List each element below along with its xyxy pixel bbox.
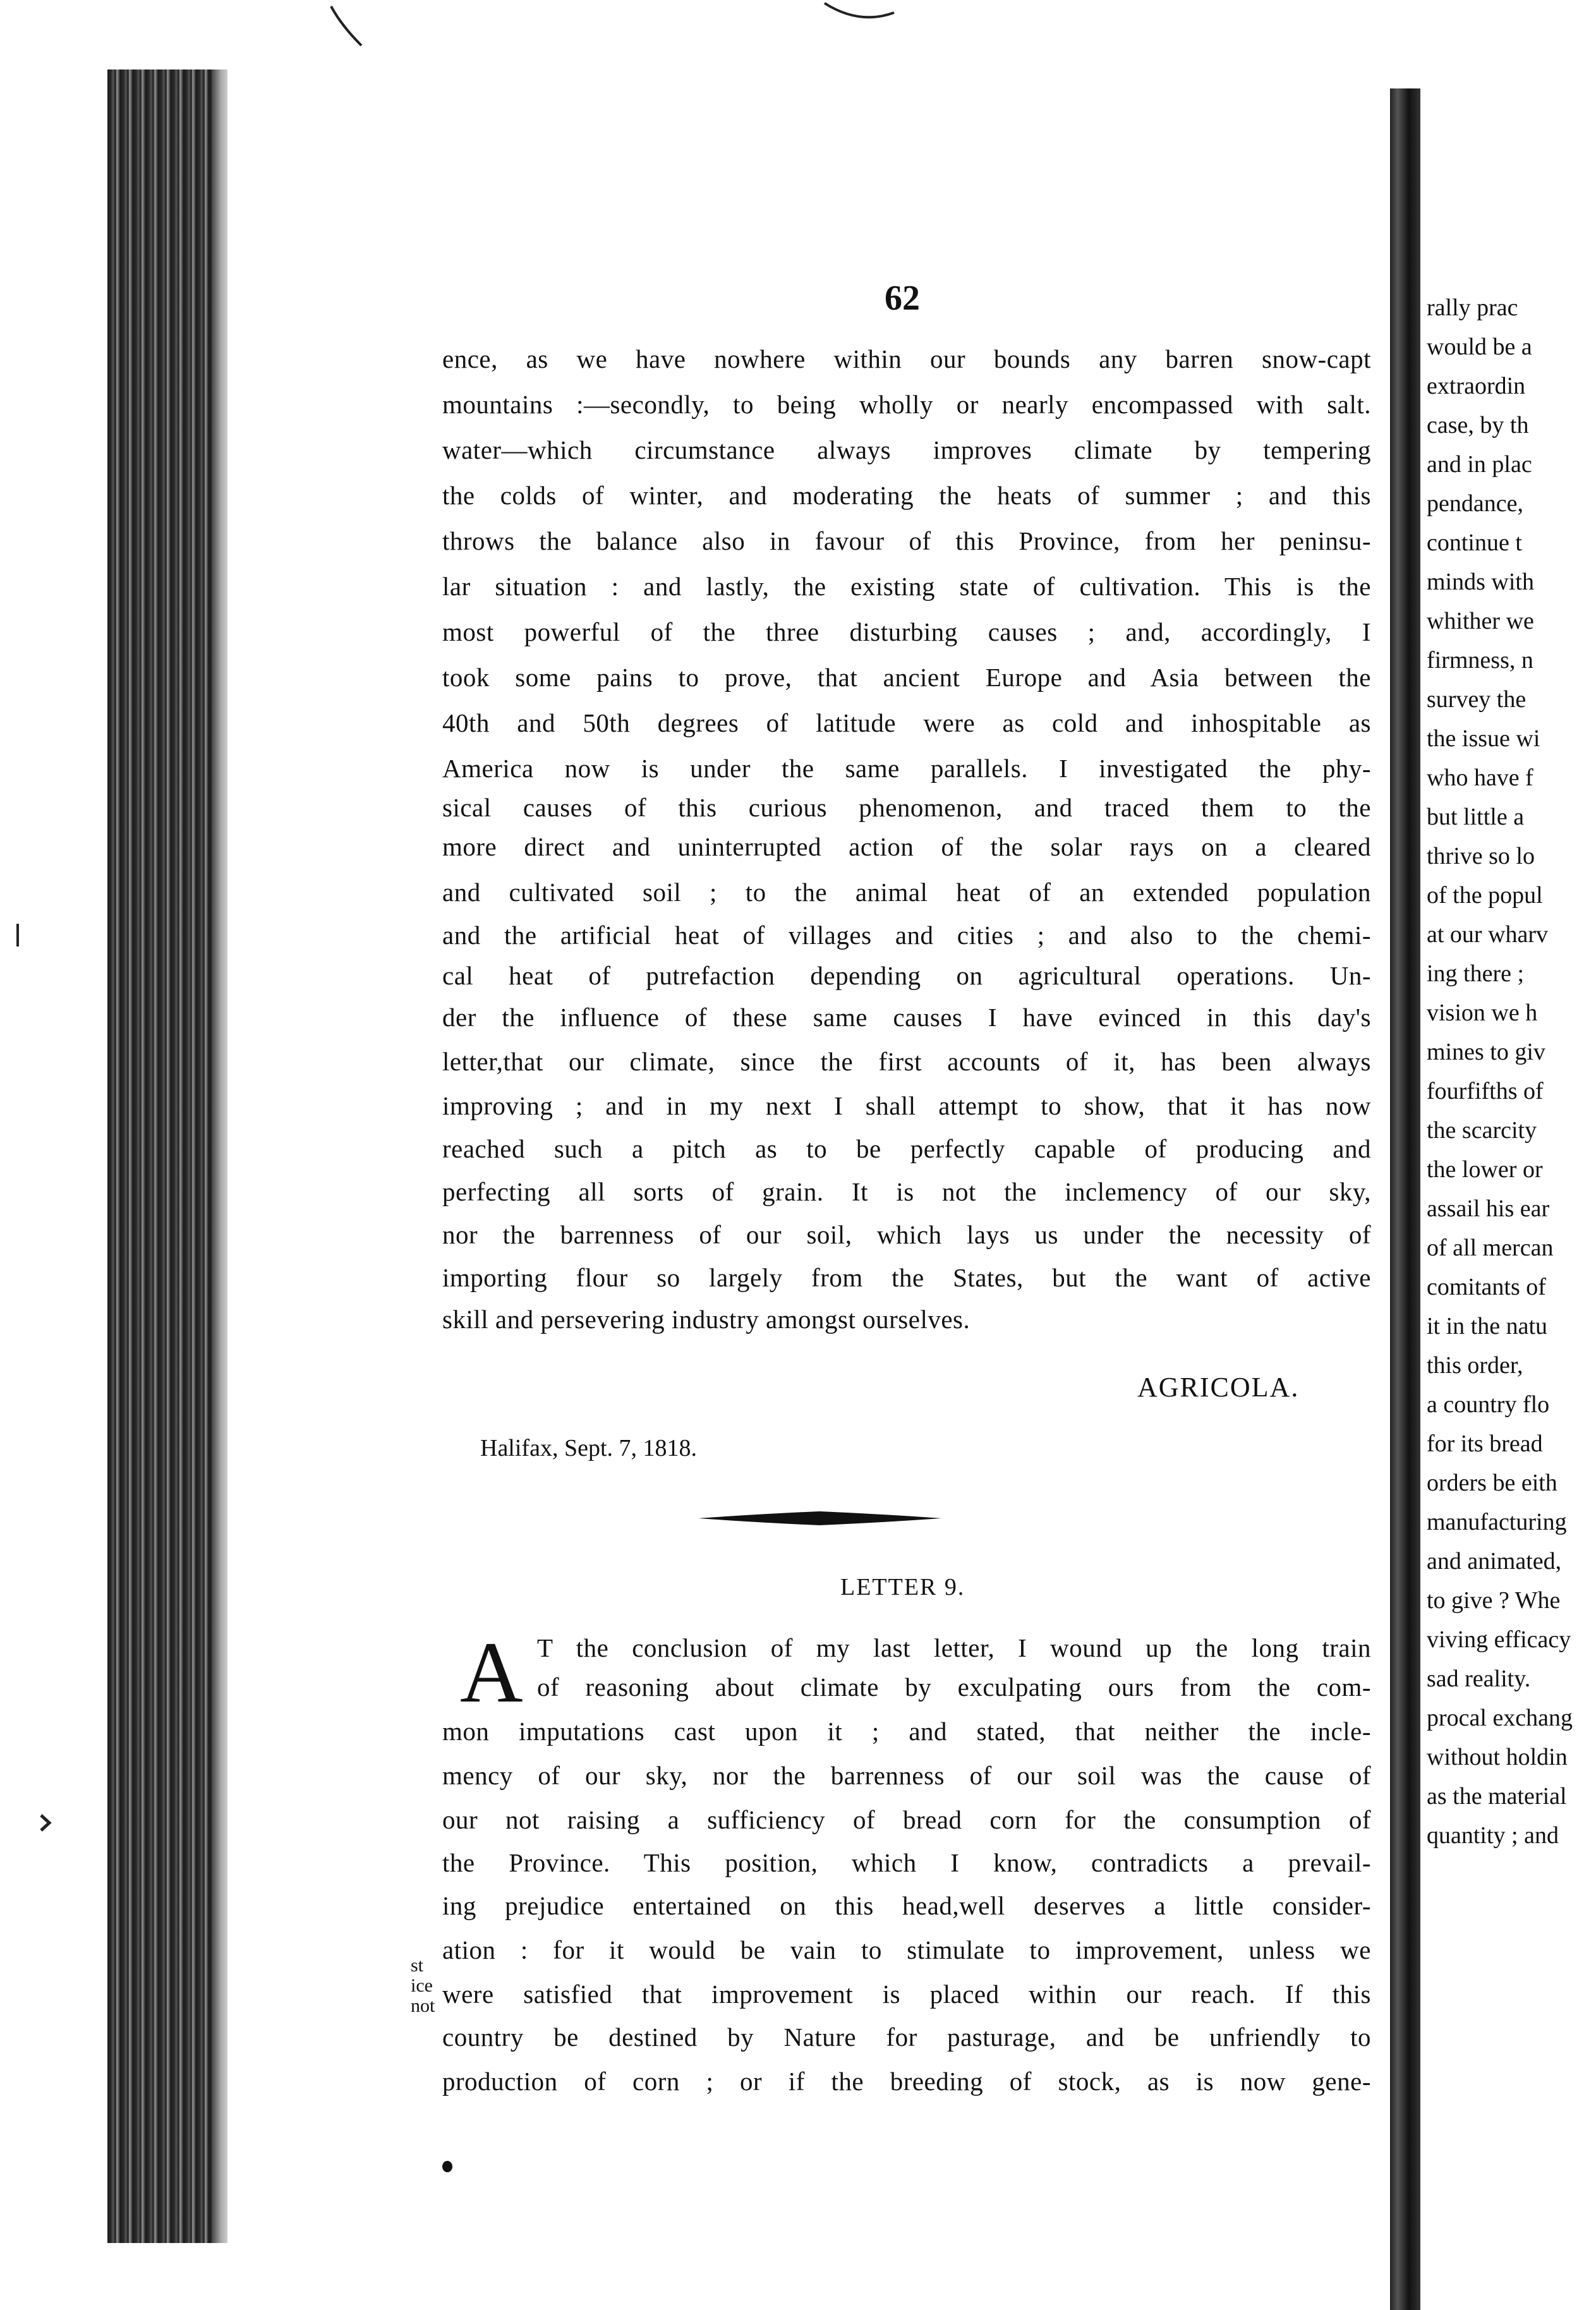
- text-line: to give ? Whe: [1427, 1587, 1561, 1614]
- text-line: ence, as we have nowhere within our bounds any barren snow-capt: [442, 344, 1371, 373]
- text-line: firmness, n: [1427, 647, 1533, 674]
- text-line: procal exchang: [1427, 1705, 1573, 1731]
- text-line: manufacturing: [1427, 1509, 1567, 1535]
- text-line: T the conclusion of my last letter, I wound up the long train: [537, 1633, 1371, 1662]
- text-line: improving ; and in my next I shall attempt to show, that it has now: [442, 1091, 1371, 1120]
- text-line: the colds of winter, and moderating the heats of summer ; and this: [442, 481, 1371, 510]
- text-line: reached such a pitch as to be perfectly capable of producing and: [442, 1134, 1371, 1163]
- text-line: mountains :—secondly, to being wholly or nearly encompassed with salt.: [442, 390, 1371, 419]
- margin-note: st: [411, 1955, 424, 1976]
- text-line: of reasoning about climate by exculpating ours from the com-: [537, 1672, 1371, 1702]
- text-line: cal heat of putrefaction depending on agricultural operations. Un-: [442, 961, 1371, 990]
- text-line: this order,: [1427, 1352, 1523, 1379]
- text-line: the issue wi: [1427, 725, 1540, 752]
- text-line: would be a: [1427, 334, 1532, 360]
- text-line: der the influence of these same causes I have evinced in this day's: [442, 1003, 1371, 1032]
- text-line: lar situation : and lastly, the existing state of cultivation. This is the: [442, 572, 1371, 601]
- text-line: mon imputations cast upon it ; and stated, that neither the incle-: [442, 1717, 1371, 1746]
- text-line: vision we h: [1427, 1000, 1538, 1026]
- text-line: continue t: [1427, 529, 1522, 556]
- text-line: quantity ; and: [1427, 1822, 1559, 1849]
- text-line: at our wharv: [1427, 921, 1549, 948]
- text-line: perfecting all sorts of grain. It is not the inclemency of our sky,: [442, 1177, 1371, 1206]
- text-line: survey the: [1427, 686, 1526, 713]
- text-line: extraordin: [1427, 373, 1526, 399]
- text-line: and in plac: [1427, 451, 1532, 478]
- text-line: thrive so lo: [1427, 843, 1535, 869]
- text-line: whither we: [1427, 608, 1534, 634]
- text-line: mines to giv: [1427, 1039, 1545, 1065]
- text-line: skill and persevering industry amongst ourselves.: [442, 1305, 970, 1334]
- text-line: mency of our sky, nor the barrenness of our soil was the cause of: [442, 1761, 1371, 1790]
- scan-mark-top-left: [329, 0, 366, 51]
- ink-dot: [442, 2161, 452, 2172]
- text-line: orders be eith: [1427, 1470, 1557, 1496]
- text-line: ing there ;: [1427, 960, 1525, 987]
- text-line: letter,that our climate, since the first accounts of it, has been always: [442, 1047, 1371, 1076]
- text-line: pendance,: [1427, 490, 1523, 517]
- text-line: viving efficacy: [1427, 1626, 1571, 1653]
- text-line: as the material: [1427, 1783, 1567, 1810]
- scan-mark-top-center: [821, 0, 897, 32]
- text-line: the lower or: [1427, 1156, 1543, 1183]
- text-line: for its bread: [1427, 1430, 1543, 1457]
- text-line: 40th and 50th degrees of latitude were as cold and inhospitable as: [442, 708, 1371, 737]
- text-line: case, by th: [1427, 412, 1529, 438]
- text-line: sical causes of this curious phenomenon, and traced them to the: [442, 793, 1371, 822]
- book-spine: [107, 70, 227, 2243]
- text-line: our not raising a sufficiency of bread corn for the consumption of: [442, 1805, 1371, 1834]
- text-line: without holdin: [1427, 1744, 1568, 1770]
- text-line: America now is under the same parallels. I investigated the phy-: [442, 754, 1371, 783]
- drop-cap: A: [460, 1624, 523, 1720]
- text-line: water—which circumstance always improves climate by tempering: [442, 435, 1371, 464]
- text-line: of all mercan: [1427, 1235, 1554, 1261]
- text-line: importing flour so largely from the States, but the want of active: [442, 1263, 1371, 1292]
- text-line: the Province. This position, which I know, contradicts a prevail-: [442, 1848, 1371, 1877]
- text-line: of the popul: [1427, 882, 1543, 909]
- dateline: Halifax, Sept. 7, 1818.: [480, 1435, 698, 1461]
- text-line: ation : for it would be vain to stimulate to improvement, unless we: [442, 1935, 1371, 1964]
- text-line: production of corn ; or if the breeding of stock, as is now gene-: [442, 2067, 1371, 2096]
- margin-note: ice: [411, 1975, 433, 1996]
- text-line: who have f: [1427, 765, 1533, 791]
- scan-mark-left-1: [14, 922, 21, 948]
- letter-heading: LETTER 9.: [840, 1574, 965, 1600]
- text-line: minds with: [1427, 569, 1534, 595]
- text-line: were satisfied that improvement is placed within our reach. If this: [442, 1980, 1371, 2009]
- section-divider-rule: [698, 1510, 941, 1527]
- text-line: more direct and uninterrupted action of the solar rays on a cleared: [442, 832, 1371, 861]
- text-line: assail his ear: [1427, 1195, 1550, 1222]
- book-gutter: [1390, 88, 1420, 2310]
- text-line: ing prejudice entertained on this head,well deserves a little consider-: [442, 1891, 1371, 1920]
- text-line: but little a: [1427, 804, 1525, 830]
- text-line: nor the barrenness of our soil, which lays us under the necessity of: [442, 1220, 1371, 1249]
- text-line: a country flo: [1427, 1391, 1550, 1418]
- text-line: fourfifths of: [1427, 1078, 1544, 1104]
- text-line: country be destined by Nature for pasturage, and be unfriendly to: [442, 2023, 1371, 2052]
- text-line: and cultivated soil ; to the animal heat of an extended population: [442, 878, 1371, 907]
- signature: AGRICOLA.: [1137, 1372, 1300, 1403]
- text-line: the scarcity: [1427, 1117, 1537, 1144]
- text-line: took some pains to prove, that ancient Europe and Asia between the: [442, 663, 1371, 692]
- text-line: it in the natu: [1427, 1313, 1548, 1339]
- page-number: 62: [885, 279, 920, 318]
- scan-mark-left-2: [39, 1813, 52, 1832]
- text-line: sad reality.: [1427, 1666, 1531, 1692]
- text-line: rally prac: [1427, 294, 1518, 321]
- text-line: and animated,: [1427, 1548, 1562, 1575]
- text-line: throws the balance also in favour of this Province, from her peninsu-: [442, 526, 1371, 555]
- text-line: and the artificial heat of villages and cities ; and also to the chemi-: [442, 921, 1371, 950]
- margin-note: not: [411, 1995, 435, 2016]
- text-line: most powerful of the three disturbing causes ; and, accordingly, I: [442, 617, 1371, 646]
- text-line: comitants of: [1427, 1274, 1546, 1300]
